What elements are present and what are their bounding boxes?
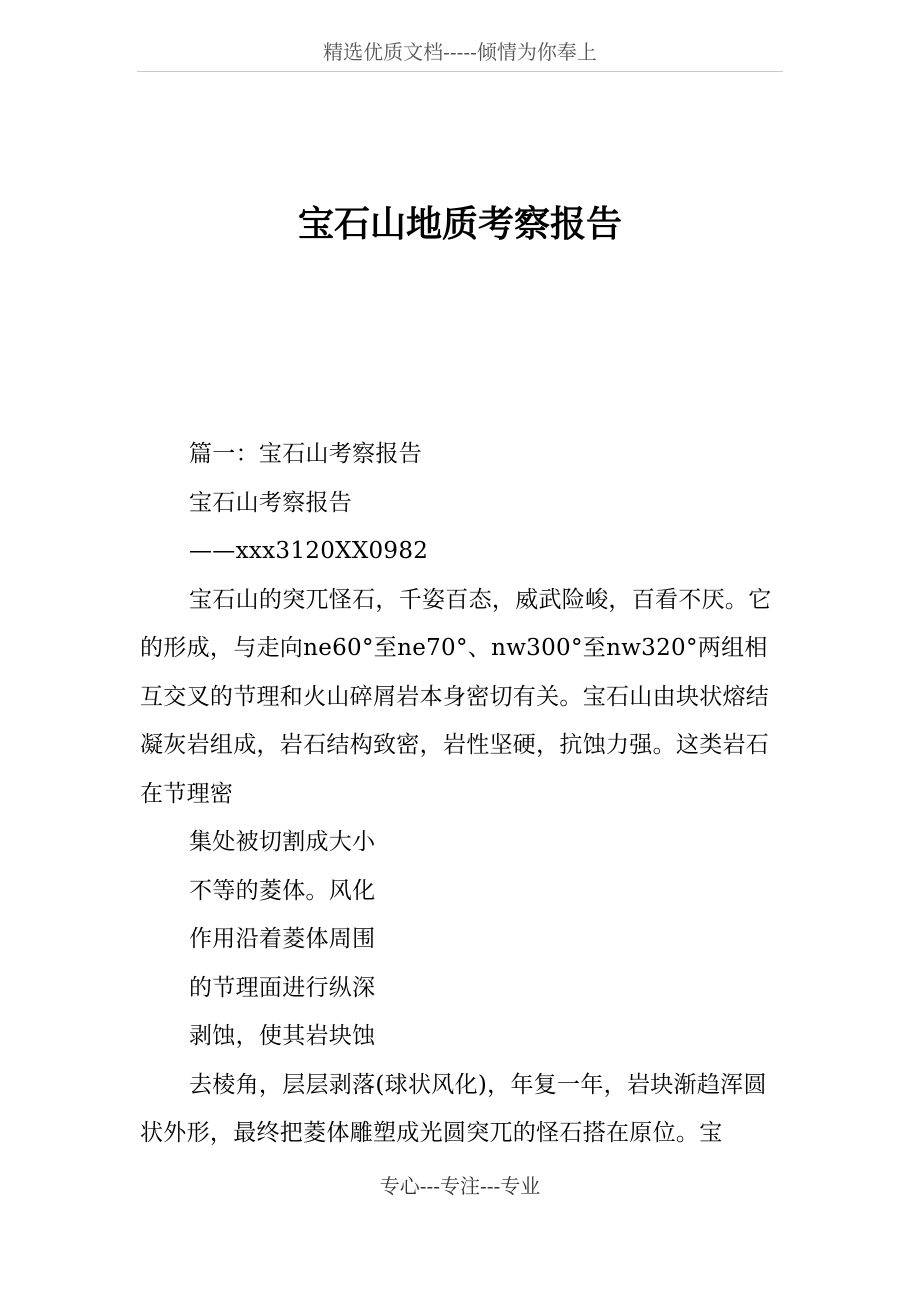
body-line: 不等的菱体。风化 (189, 877, 376, 904)
body-line: 的节理面进行纵深 (189, 974, 376, 1001)
page-header: 精选优质文档-----倾情为你奉上 (323, 40, 597, 64)
body-paragraph: 宝石山的突兀怪石，千姿百态，威武险峻，百看不厌。它的形成，与走向ne60°至ne70°、nw300°至nw320°两组相互交叉的节理和火山碎屑岩本身密切有关。宝石山由块状熔结凝灰岩组成，岩石结构致密，岩性坚硬，抗蚀力强。这类岩石在节理密 (140, 586, 772, 807)
body-line: 剥蚀，使其岩块蚀 (189, 1023, 376, 1049)
page-footer: 专心---专注---专业 (379, 1174, 541, 1198)
body-line: 作用沿着菱体周围 (189, 926, 376, 952)
header-divider (137, 71, 783, 72)
report-subtitle: 宝石山考察报告 (189, 489, 353, 516)
body-paragraph: 去棱角，层层剥落(球状风化)，年复一年，岩块渐趋浑圆状外形，最终把菱体雕塑成光圆突兀的怪石搭在原位。宝 (140, 1071, 767, 1146)
author-id-line: ——xxx3120XX0982 (189, 538, 429, 564)
body-line: 集处被切割成大小 (189, 829, 376, 855)
document-title: 宝石山地质考察报告 (297, 204, 622, 245)
section-heading: 篇一：宝石山考察报告 (189, 441, 422, 467)
document-body (140, 430, 790, 1158)
